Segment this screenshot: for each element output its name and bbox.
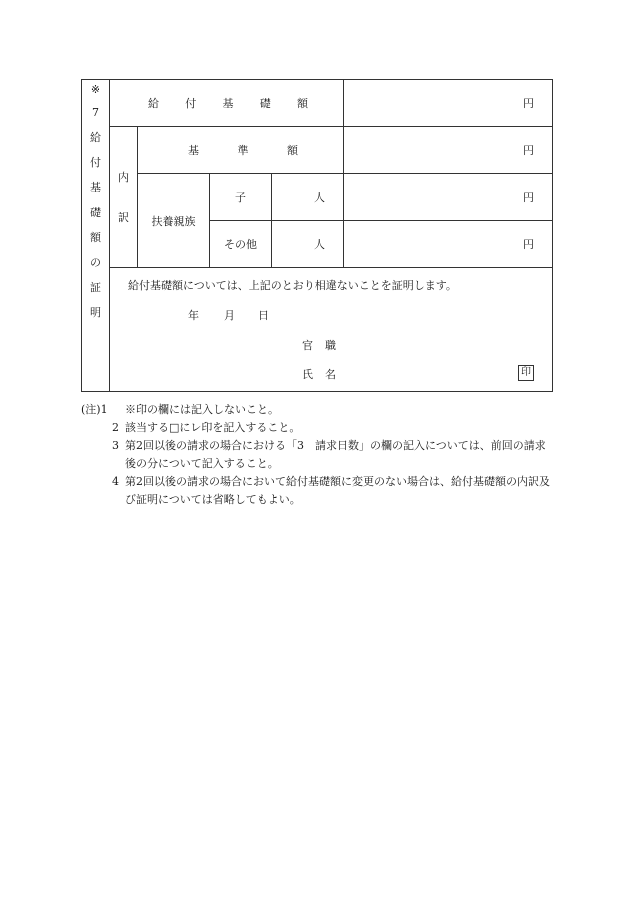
name-label-1: 氏	[302, 368, 313, 381]
other-dependents-label: その他	[210, 221, 272, 268]
note-item	[81, 437, 556, 473]
certification-area	[110, 268, 553, 392]
date-day: 日	[258, 309, 269, 322]
note-text: 第2回以後の請求の場合における「3 請求日数」の欄の記入については、前回の請求後の分について記入すること。	[125, 439, 546, 470]
seal-mark: 印	[518, 365, 534, 381]
heading-char: 礎	[90, 206, 101, 219]
name-label-2: 名	[325, 368, 336, 381]
note-item	[81, 419, 556, 437]
note-text: ※印の欄には記入しないこと。	[125, 403, 279, 416]
child-amount[interactable]: 円	[344, 174, 553, 221]
other-amount[interactable]: 円	[344, 221, 553, 268]
note-item	[81, 401, 556, 419]
note-label: 4	[112, 475, 119, 488]
heading-char: 付	[90, 156, 101, 169]
date-month: 月	[224, 309, 235, 322]
note-text: 第2回以後の請求の場合において給付基礎額に変更のない場合は、給付基礎額の内訳及び証明については省略してもよい。	[125, 475, 550, 506]
child-label: 子	[210, 174, 272, 221]
heading-char: 証	[90, 281, 101, 294]
dependents-label: 扶養親族	[138, 174, 210, 268]
notes	[81, 401, 556, 509]
note-label: (注)1	[81, 403, 108, 416]
official-title-label-2: 職	[325, 339, 336, 352]
heading-char: 額	[90, 231, 101, 244]
heading-char: 明	[90, 306, 101, 319]
heading-char: 給	[90, 131, 101, 144]
note-label: 3	[112, 439, 119, 452]
benefit-base-amount-table	[81, 79, 553, 392]
note-label: 2	[112, 421, 119, 434]
standard-amount-label: 基 準 額	[138, 127, 344, 174]
heading-char: 基	[90, 181, 101, 194]
date-year: 年	[188, 309, 199, 322]
child-count[interactable]: 人	[272, 174, 344, 221]
heading-char: ※	[90, 83, 101, 96]
benefit-base-amount-label: 給 付 基 礎 額	[110, 80, 344, 127]
certification-statement: 給付基礎額については、上記のとおり相違ないことを証明します。	[128, 279, 457, 292]
official-title-label-1: 官	[302, 339, 313, 352]
vertical-heading	[82, 80, 110, 392]
note-item	[81, 473, 556, 509]
breakdown-label: 内 訳	[110, 127, 138, 268]
standard-amount-value[interactable]: 円	[344, 127, 553, 174]
note-text: 該当する□にレ印を記入すること。	[125, 421, 301, 434]
heading-char: の	[90, 256, 101, 269]
other-count[interactable]: 人	[272, 221, 344, 268]
heading-char: 7	[92, 106, 99, 119]
benefit-base-amount-value[interactable]: 円	[344, 80, 553, 127]
